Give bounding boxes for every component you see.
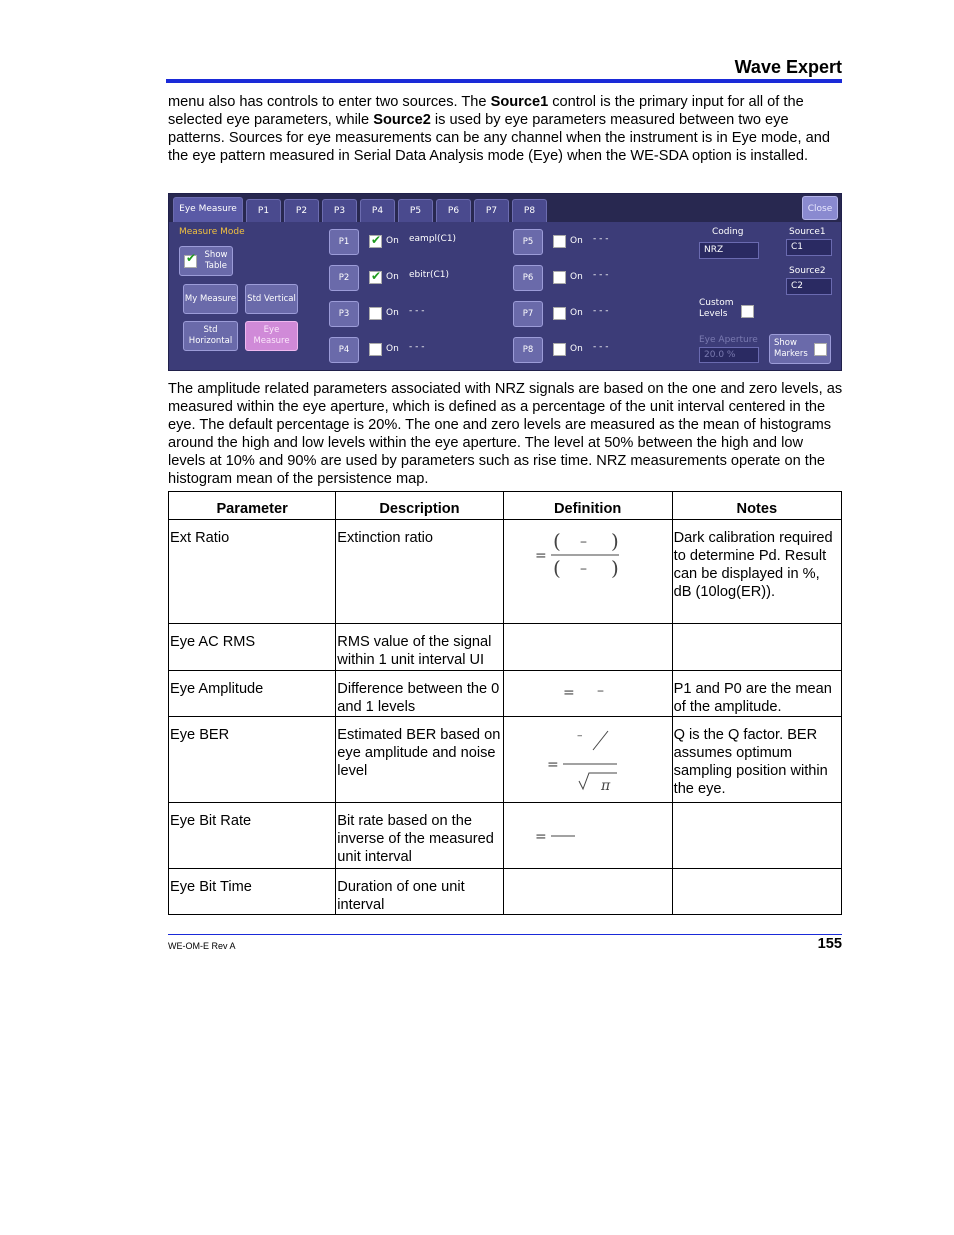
param-on-label: On bbox=[386, 344, 399, 354]
page-number: 155 bbox=[817, 936, 842, 952]
param-on-checkbox[interactable] bbox=[553, 235, 566, 248]
source1-field[interactable]: C1 bbox=[786, 239, 832, 256]
param-cell: Eye Amplitude bbox=[169, 671, 336, 717]
tab-p4[interactable]: P4 bbox=[360, 199, 395, 222]
desc-cell: Duration of one unit interval bbox=[336, 869, 503, 915]
param-cell: Eye AC RMS bbox=[169, 624, 336, 671]
notes-cell: Q is the Q factor. BER assumes optimum sampling position within the eye. bbox=[672, 717, 841, 803]
param-button-p5[interactable]: P5 bbox=[513, 229, 543, 255]
show-markers-label: Show Markers bbox=[774, 338, 808, 359]
param-button-p4[interactable]: P4 bbox=[329, 337, 359, 363]
svg-text:–: – bbox=[576, 729, 583, 742]
definition-cell bbox=[503, 717, 672, 803]
table-row bbox=[169, 624, 842, 671]
coding-label: Coding bbox=[712, 227, 744, 237]
eye-measure-mode-button[interactable]: Eye Measure bbox=[245, 321, 298, 351]
notes-cell: Dark calibration required to determine Pd. Result can be displayed in %, dB (10log(ER)). bbox=[672, 520, 841, 624]
header-rule bbox=[166, 79, 842, 83]
tab-p8[interactable]: P8 bbox=[512, 199, 547, 222]
source2-label: Source2 bbox=[789, 266, 826, 276]
svg-text:–: – bbox=[579, 561, 587, 577]
param-on-checkbox[interactable] bbox=[369, 343, 382, 356]
param-value: ebitr(C1) bbox=[409, 270, 450, 280]
close-button[interactable]: Close bbox=[802, 196, 838, 220]
tab-bar bbox=[169, 194, 841, 222]
eye-amplitude-formula bbox=[505, 671, 671, 711]
table-row bbox=[169, 520, 842, 624]
header-definition: Definition bbox=[503, 492, 672, 520]
param-value: - - - bbox=[593, 342, 609, 352]
tab-p6[interactable]: P6 bbox=[436, 199, 471, 222]
page-header-title: Wave Expert bbox=[734, 57, 842, 77]
definition-cell bbox=[503, 624, 672, 671]
param-value: - - - bbox=[593, 234, 609, 244]
desc-cell: Bit rate based on the inverse of the measured unit interval bbox=[336, 803, 503, 869]
notes-cell bbox=[672, 803, 841, 869]
ext-ratio-formula bbox=[505, 520, 671, 618]
param-on-label: On bbox=[386, 308, 399, 318]
eye-aperture-label: Eye Aperture bbox=[699, 335, 758, 345]
tab-p3[interactable]: P3 bbox=[322, 199, 357, 222]
eye-measure-panel bbox=[168, 193, 842, 371]
param-on-checkbox[interactable] bbox=[553, 271, 566, 284]
parameter-table bbox=[168, 491, 842, 915]
param-on-checkbox[interactable] bbox=[553, 307, 566, 320]
show-markers-checkbox[interactable] bbox=[814, 343, 827, 356]
param-on-label: On bbox=[570, 236, 583, 246]
tab-p1[interactable]: P1 bbox=[246, 199, 281, 222]
desc-cell: Extinction ratio bbox=[336, 520, 503, 624]
table-row bbox=[169, 717, 842, 803]
param-on-label: On bbox=[386, 272, 399, 282]
table-header-row bbox=[169, 492, 842, 520]
svg-text:–: – bbox=[579, 534, 587, 550]
header-notes: Notes bbox=[672, 492, 841, 520]
std-vertical-button[interactable]: Std Vertical bbox=[245, 284, 298, 314]
show-markers-button[interactable] bbox=[769, 334, 831, 364]
desc-cell: Difference between the 0 and 1 levels bbox=[336, 671, 503, 717]
tab-p7[interactable]: P7 bbox=[474, 199, 509, 222]
param-value: - - - bbox=[593, 270, 609, 280]
custom-levels-label: Custom Levels bbox=[699, 298, 734, 319]
show-table-button[interactable] bbox=[179, 246, 233, 276]
definition-cell bbox=[503, 520, 672, 624]
amplitude-paragraph: The amplitude related parameters associated with NRZ signals are based on the one and zero levels, as measured within the eye aperture, which is defined as a percentage of the unit interval centered in the eye. The default percentage is 20%. The one and zero levels are measured as the mean of histograms around the high and low levels within the eye aperture. The level at 50% between the high and low levels at 10% and 90% are used by parameters such as rise time. NRZ measurements operate on the histogram mean of the persistence map. bbox=[168, 381, 843, 487]
param-on-checkbox[interactable] bbox=[553, 343, 566, 356]
param-button-p1[interactable]: P1 bbox=[329, 229, 359, 255]
table-row bbox=[169, 803, 842, 869]
eye-ber-formula bbox=[505, 717, 671, 797]
notes-cell bbox=[672, 624, 841, 671]
table-row bbox=[169, 671, 842, 717]
param-on-label: On bbox=[570, 344, 583, 354]
svg-text:–: – bbox=[596, 683, 604, 699]
coding-field[interactable]: NRZ bbox=[699, 242, 759, 259]
tab-p5[interactable]: P5 bbox=[398, 199, 433, 222]
svg-text:): ) bbox=[610, 556, 619, 580]
param-value: eampl(C1) bbox=[409, 234, 457, 244]
param-button-p8[interactable]: P8 bbox=[513, 337, 543, 363]
param-button-p3[interactable]: P3 bbox=[329, 301, 359, 327]
desc-cell: Estimated BER based on eye amplitude and noise level bbox=[336, 717, 503, 803]
notes-cell bbox=[672, 869, 841, 915]
param-cell: Eye Bit Time bbox=[169, 869, 336, 915]
param-value: - - - bbox=[593, 306, 609, 316]
param-button-p7[interactable]: P7 bbox=[513, 301, 543, 327]
show-table-checkbox[interactable] bbox=[184, 255, 197, 268]
svg-text:(: ( bbox=[552, 529, 561, 553]
param-on-label: On bbox=[386, 236, 399, 246]
svg-text:=: = bbox=[562, 685, 575, 701]
my-measure-button[interactable]: My Measure bbox=[183, 284, 238, 314]
svg-text:): ) bbox=[610, 529, 619, 553]
notes-cell: P1 and P0 are the mean of the amplitude. bbox=[672, 671, 841, 717]
measure-mode-label: Measure Mode bbox=[179, 227, 245, 237]
table-row bbox=[169, 869, 842, 915]
header-description: Description bbox=[336, 492, 503, 520]
tab-eye-measure[interactable]: Eye Measure bbox=[173, 197, 243, 222]
tab-p2[interactable]: P2 bbox=[284, 199, 319, 222]
param-on-checkbox[interactable] bbox=[369, 271, 382, 284]
svg-text:=: = bbox=[534, 829, 547, 845]
svg-text:(: ( bbox=[552, 556, 561, 580]
param-cell: Ext Ratio bbox=[169, 520, 336, 624]
footer-doc-id: WE-OM-E Rev A bbox=[168, 941, 236, 951]
param-on-label: On bbox=[570, 308, 583, 318]
svg-text:π: π bbox=[600, 778, 610, 794]
definition-cell bbox=[503, 671, 672, 717]
param-on-checkbox[interactable] bbox=[369, 235, 382, 248]
param-on-label: On bbox=[570, 272, 583, 282]
footer-rule bbox=[168, 934, 842, 935]
svg-text:=: = bbox=[546, 757, 559, 773]
header-parameter: Parameter bbox=[169, 492, 336, 520]
param-value: - - - bbox=[409, 342, 425, 352]
param-button-p6[interactable]: P6 bbox=[513, 265, 543, 291]
param-cell: Eye Bit Rate bbox=[169, 803, 336, 869]
eye-bit-rate-formula bbox=[505, 803, 671, 863]
show-table-label: Show Table bbox=[204, 250, 228, 271]
intro-paragraph: menu also has controls to enter two sources. The Source1 control is the primary input for all of the selected eye parameters, while Source2 is used by eye parameters measured between two eye patterns. Sources for eye measurements can be any channel when the instrument is in Eye mode, and the eye pattern measured in Serial Data Analysis mode (Eye) when the WE-SDA option is installed. bbox=[168, 94, 830, 164]
eye-aperture-field: 20.0 % bbox=[699, 347, 759, 363]
definition-cell bbox=[503, 869, 672, 915]
desc-cell: RMS value of the signal within 1 unit interval UI bbox=[336, 624, 503, 671]
source2-field[interactable]: C2 bbox=[786, 278, 832, 295]
svg-text:=: = bbox=[534, 548, 547, 564]
source1-label: Source1 bbox=[789, 227, 826, 237]
custom-levels-checkbox[interactable] bbox=[741, 305, 754, 318]
param-cell: Eye BER bbox=[169, 717, 336, 803]
param-value: - - - bbox=[409, 306, 425, 316]
param-button-p2[interactable]: P2 bbox=[329, 265, 359, 291]
std-horizontal-button[interactable]: Std Horizontal bbox=[183, 321, 238, 351]
definition-cell bbox=[503, 803, 672, 869]
param-on-checkbox[interactable] bbox=[369, 307, 382, 320]
